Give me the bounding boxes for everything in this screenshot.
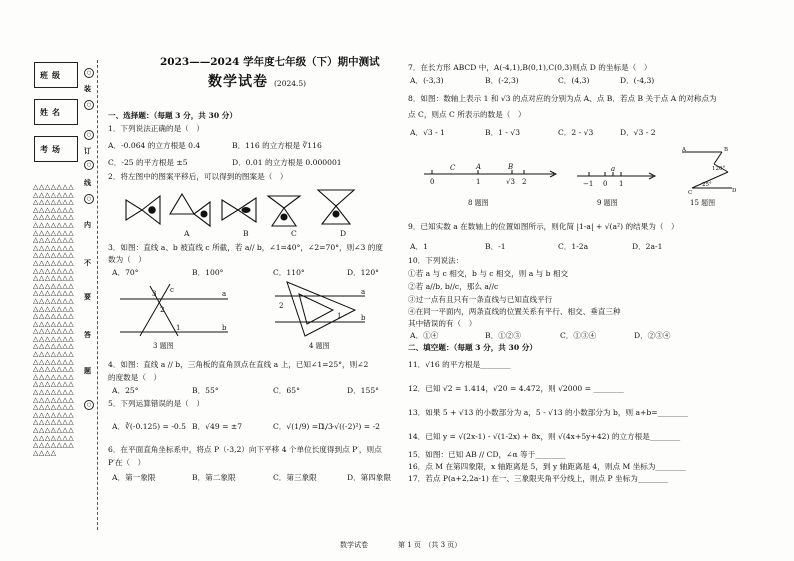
svg-text:1: 1 xyxy=(176,324,181,332)
q6-option-a: A．第一象限 xyxy=(112,473,156,482)
q7-option-d: D．(-4,3) xyxy=(620,76,655,85)
svg-text:2: 2 xyxy=(522,178,527,186)
seal-char: 答 xyxy=(84,330,91,339)
seal-char: 不 xyxy=(84,258,91,267)
seal-char: 内 xyxy=(84,220,91,229)
exam-subject xyxy=(208,71,306,91)
hole-icon: ○ xyxy=(84,160,94,170)
figure-15 xyxy=(682,146,742,194)
exam-title: 2023——2024 学年度七年级（下）期中测试 xyxy=(160,56,380,68)
q7-option-a: A．(-3,3) xyxy=(410,76,444,85)
q2-option-d: D xyxy=(340,229,347,238)
binding-line xyxy=(97,60,98,530)
q10-statement-4: ④在同一平面内，两条直线的位置关系有平行、相交、垂直三种 xyxy=(408,307,621,316)
svg-text:A: A xyxy=(682,147,686,153)
figure-8-caption: 8 题图 xyxy=(468,199,489,207)
q1-option-a: A．-0.064 的立方根是 0.4 xyxy=(108,141,201,150)
name-label: 姓名 xyxy=(40,107,64,117)
svg-text:a: a xyxy=(611,165,616,173)
q4-option-b: B．55° xyxy=(192,386,219,395)
class-label: 班级 xyxy=(40,70,64,80)
q7-option-c: C．(4,3) xyxy=(558,76,590,85)
q1-option-b: B．116 的立方根是 ∛116 xyxy=(232,141,322,150)
q9-option-c: C．1-2a xyxy=(558,242,589,251)
q4-option-d: D．155° xyxy=(347,386,379,395)
seal-char: 要 xyxy=(84,292,91,301)
q4-option-c: C．65° xyxy=(273,386,300,395)
svg-text:3: 3 xyxy=(152,290,157,298)
q5-option-c: C．√(1/9) = 1/3 xyxy=(273,422,333,431)
pattern-option-c xyxy=(268,196,300,208)
svg-text:D: D xyxy=(732,188,737,194)
q2-option-b: B xyxy=(243,229,249,238)
q10-statement-2: ②若 a//b, b//c，那么 a//c xyxy=(408,282,499,291)
pattern-option-a xyxy=(170,194,194,214)
q2-stem: 2．将左图中的图案平移后，可以得到的图案是（ ） xyxy=(108,172,288,181)
figure-8-number-line xyxy=(420,160,560,190)
q10-question: 其中错误的有（ ） xyxy=(408,319,477,328)
section-fill-heading: 二、填空题：（每题 3 分，共 30 分） xyxy=(408,343,537,352)
svg-text:a: a xyxy=(222,290,227,298)
svg-text:B: B xyxy=(508,163,514,171)
q8-option-a: A．√3 - 1 xyxy=(410,128,445,137)
q6-stem-line1: 6．在平面直角坐标系中，将点 P（-3,2）向下平移 4 个单位长度得到点 P′，则点 xyxy=(108,445,382,454)
pattern-original xyxy=(126,200,142,220)
figure-9-number-line xyxy=(575,164,657,190)
subject-text: 数学试卷 xyxy=(208,74,268,90)
q9-option-d: D．2a-1 xyxy=(632,242,663,251)
q7-option-b: B．(-2,3) xyxy=(485,76,519,85)
q10-option-c: C．①③④ xyxy=(560,331,597,340)
q12: 12．已知 √2 = 1.414，√20 = 4.472，则 √2000 = ________ xyxy=(408,384,624,393)
q10-option-a: A．①④ xyxy=(410,331,439,340)
q4-stem-line1: 4．如图：直线 a // b，三角板的直角顶点在直线 a 上，已知∠1=25°，则∠2 xyxy=(108,360,369,369)
q5-option-b: B．√49 = ±7 xyxy=(192,422,243,431)
q10-option-d: D．②③④ xyxy=(634,331,671,340)
svg-text:0: 0 xyxy=(430,178,435,186)
q9-stem: 9．已知实数 a 在数轴上的位置如图所示，则化简 |1-a| + √(a²) 的结果为（ ） xyxy=(408,222,679,231)
seal-char: 订 xyxy=(84,146,91,155)
q8-option-c: C．2 - √3 xyxy=(558,128,594,137)
svg-text:√3: √3 xyxy=(506,178,515,186)
q4-option-a: A．25° xyxy=(112,386,139,395)
svg-text:0: 0 xyxy=(603,180,608,188)
q3-option-a: A．70° xyxy=(112,268,139,277)
footer-subject: 数学试卷 xyxy=(340,541,368,549)
exam-date: (2024.5) xyxy=(274,79,307,88)
svg-text:b: b xyxy=(222,324,227,332)
q2-pattern-figures xyxy=(118,186,358,238)
svg-text:a: a xyxy=(361,288,366,296)
q6-option-c: C．第三象限 xyxy=(273,473,317,482)
q9-option-a: A．1 xyxy=(410,242,428,251)
triangle-fill-column: △△△△△△△△△△△△△△△△△△△△△△△△△△△△△△△△△△△△△△△△△△△△△△△△△△△△△△△△△△△△△△△△△△△△△△△△△△△△△△△△△△△△△△△△△△△△△△△△△△△△△△△△△△△△△△△△△△△△△△△△△△△△△△△△△△△△△△△△△△△△△△△△△△△△△△△△△△△△△△△△△△△△△△△△△△△△△△△△△△△△△△△△△△△△△△△△△△△△△△△△△△△△△△△△△△△△△△△△△△△△△△△△△△△△△△△△△△△△△△△△△△△△△△△△△ xyxy=(33,183,75,457)
svg-text:B: B xyxy=(724,147,729,153)
hole-icon: ○ xyxy=(84,400,94,410)
svg-text:2: 2 xyxy=(160,306,165,314)
q3-option-b: B．100° xyxy=(192,268,224,277)
q10-option-b: B．①②③ xyxy=(485,331,521,340)
svg-text:25°: 25° xyxy=(702,182,712,188)
q5-stem: 5．下列运算错误的是（ ） xyxy=(108,399,204,408)
q3-stem-line2: 数为（ ） xyxy=(108,255,146,264)
hole-icon: ○ xyxy=(84,130,94,140)
pattern-option-b xyxy=(222,200,238,220)
figure-4-caption: 4 题图 xyxy=(309,342,330,350)
svg-text:b: b xyxy=(361,314,366,322)
q8-option-b: B．1 - √3 xyxy=(485,128,521,137)
q14: 14．已知 y = √(2x-1) - √(1-2x) + 8x，则 √(4x+5y+42) 的立方根是________ xyxy=(408,432,681,441)
q8-stem-line2: 点 C，则点 C 所表示的数是（ ） xyxy=(408,110,526,119)
room-label: 考场 xyxy=(40,144,64,154)
q4-stem-line2: 的度数是（ ） xyxy=(108,373,162,382)
q9-option-b: B．-1 xyxy=(485,242,506,251)
figure-4 xyxy=(275,278,370,340)
figure-3 xyxy=(120,282,230,338)
svg-text:A: A xyxy=(476,163,482,171)
q3-option-c: C．110° xyxy=(273,268,305,277)
q3-option-d: D．120° xyxy=(347,268,379,277)
q10-statement-1: ①若 a 与 c 相交，b 与 c 相交，则 a 与 b 相交 xyxy=(408,269,569,278)
q10-stem: 10．下列说法： xyxy=(408,256,464,265)
svg-text:c: c xyxy=(170,286,174,294)
q11: 11．√16 的平方根是________ xyxy=(408,360,511,369)
hole-icon: ○ xyxy=(84,100,94,110)
svg-text:1: 1 xyxy=(476,178,481,186)
q17: 17．若点 P(a+2,2a-1) 在一、三象限夹角平分线上，则点 P 坐标为________ xyxy=(408,474,669,483)
hole-icon: ○ xyxy=(84,194,94,204)
q13: 13．如果 5 + √13 的小数部分为 a，5 - √13 的小数部分为 b，则 a+b=________ xyxy=(408,408,688,417)
q6-option-d: D．第四象限 xyxy=(347,473,392,482)
figure-15-caption: 15 题图 xyxy=(690,199,716,207)
q1-option-d: D．0.01 的立方根是 0.000001 xyxy=(232,158,342,167)
q5-option-a: A．∛(-0.125) = -0.5 xyxy=(112,422,186,431)
q6-option-b: B．第二象限 xyxy=(192,473,236,482)
svg-text:C: C xyxy=(450,164,456,172)
seal-char: 题 xyxy=(84,366,91,375)
q8-stem-line1: 8．如图：数轴上表示 1 和 √3 的点对应的分别为点 A、点 B．若点 B 关于点 A 的对称点为 xyxy=(408,94,717,103)
svg-text:2: 2 xyxy=(279,302,284,310)
q8-option-d: D．√3 - 2 xyxy=(620,128,656,137)
q2-option-a: A xyxy=(184,229,190,238)
svg-text:120°: 120° xyxy=(712,166,726,172)
figure-3-caption: 3 题图 xyxy=(153,342,174,350)
footer-page-number: 第 1 页 （共 3 页） xyxy=(398,541,462,549)
svg-text:1: 1 xyxy=(619,180,624,188)
q7-stem: 7．在长方形 ABCD 中，A(-4,1),B(0,1),C(0,3)则点 D 的坐标是（ ） xyxy=(408,63,652,72)
q3-stem-line1: 3．如图：直线 a、b 被直线 c 所截，若 a// b，∠1=40°，∠2=70°，则∠3 的度 xyxy=(108,243,383,252)
svg-text:1: 1 xyxy=(337,312,342,320)
q1-stem: 1．下列说法正确的是（ ） xyxy=(108,124,204,133)
section-choice-heading: 一、选择题：（每题 3 分，共 30 分） xyxy=(108,111,237,120)
pattern-option-d xyxy=(318,190,354,206)
hole-icon: ○ xyxy=(84,68,94,78)
q1-option-c: C．-25 的平方根是 ±5 xyxy=(108,158,188,167)
q10-statement-3: ③过一点有且只有一条直线与已知直线平行 xyxy=(408,295,553,304)
q6-stem-line2: P′在（ ） xyxy=(108,458,146,467)
seal-char: 线 xyxy=(84,178,91,187)
svg-text:C: C xyxy=(688,190,693,196)
seal-char: 装 xyxy=(84,84,91,93)
q16: 16．点 M 在第四象限，x 轴距离是 5，到 y 轴距离是 4，则点 M 坐标为________ xyxy=(408,462,686,471)
q15: 15．如图：已知 AB // CD，∠α 等于________ xyxy=(408,450,566,459)
svg-text:−1: −1 xyxy=(583,180,594,188)
figure-9-caption: 9 题图 xyxy=(597,199,618,207)
q5-option-d: D．-√((-2)²) = -2 xyxy=(318,422,380,431)
q2-option-c: C xyxy=(291,229,297,238)
